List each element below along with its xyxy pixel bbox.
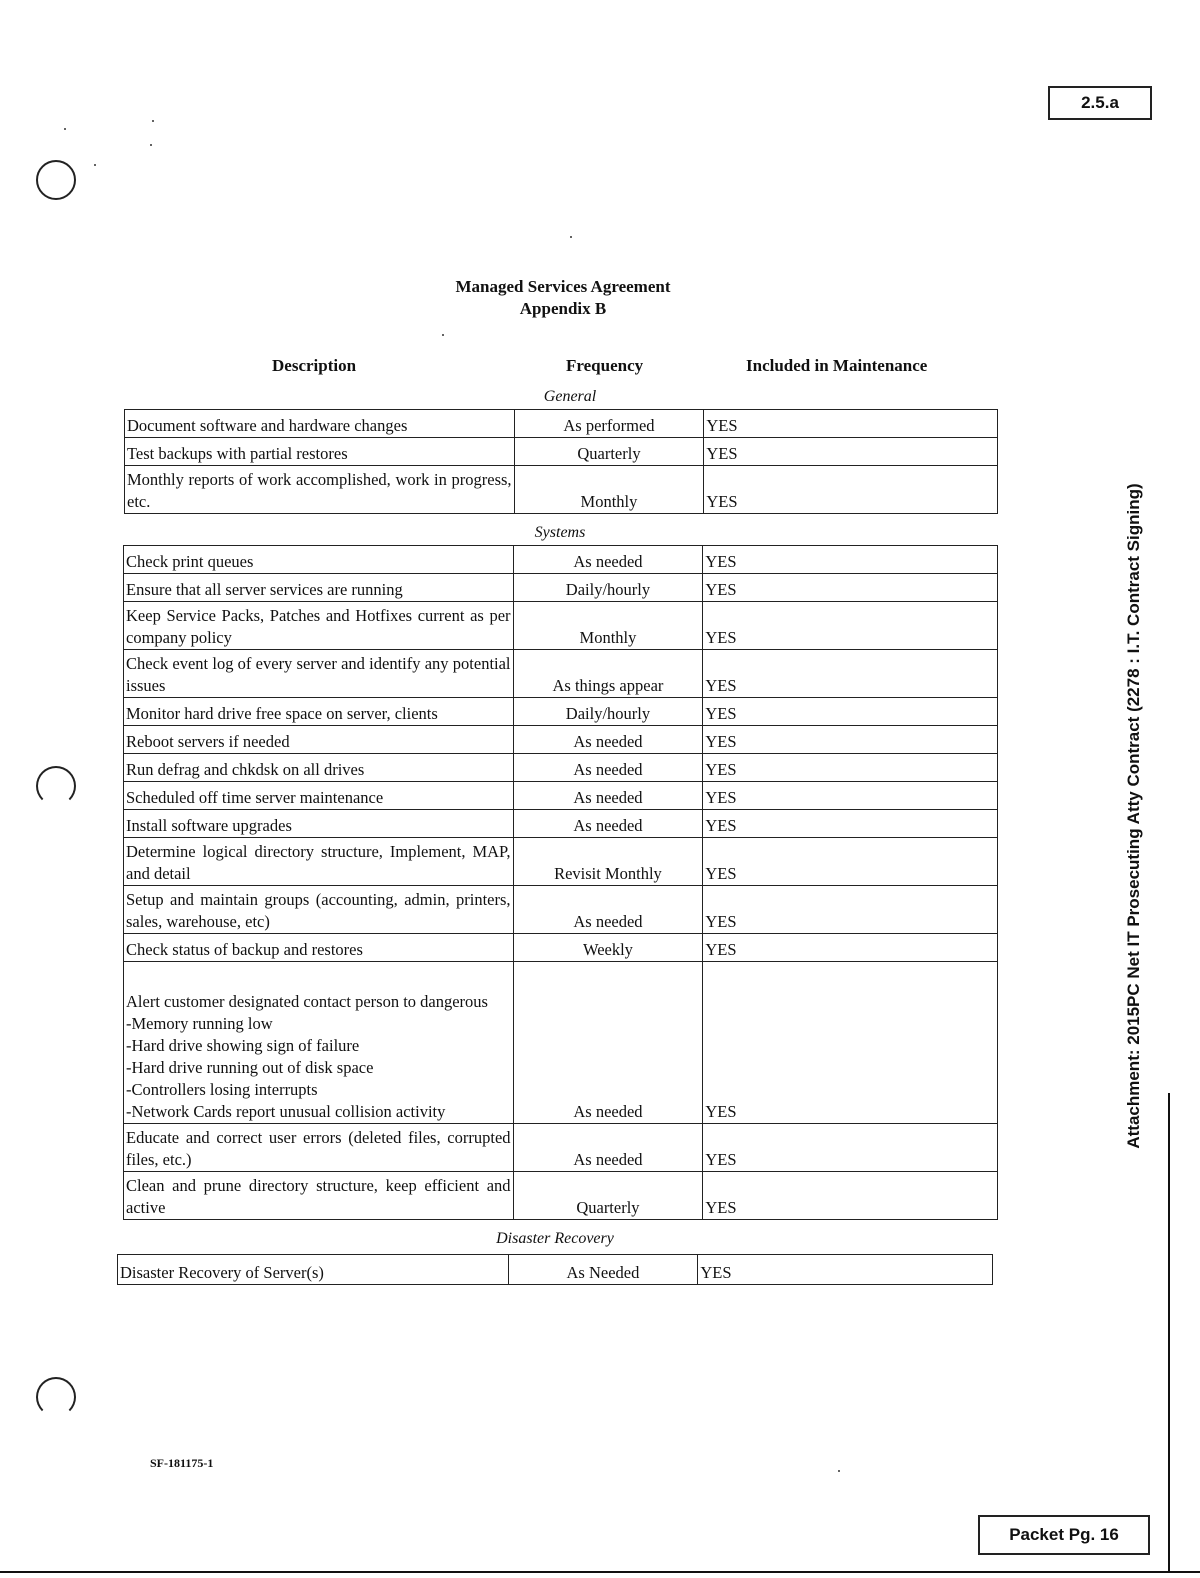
- row-description: Reboot servers if needed: [124, 726, 514, 754]
- row-frequency: Quarterly: [513, 1172, 703, 1220]
- row-description: Monthly reports of work accomplished, work in progress, etc.: [125, 466, 515, 514]
- table-row: [124, 1172, 998, 1220]
- row-frequency: As needed: [513, 546, 703, 574]
- table-row: [124, 754, 998, 782]
- row-frequency: Quarterly: [514, 438, 704, 466]
- table-row: [124, 546, 998, 574]
- row-included: YES: [703, 1172, 998, 1220]
- row-included: YES: [703, 602, 998, 650]
- row-description: Ensure that all server services are running: [124, 574, 514, 602]
- row-included: YES: [703, 934, 998, 962]
- punch-hole-icon: [36, 766, 76, 806]
- row-frequency: Daily/hourly: [513, 698, 703, 726]
- row-description: Check event log of every server and identify any potential issues: [124, 650, 514, 698]
- row-description: Alert customer designated contact person to dangerous -Memory running low -Hard drive showing sign of failure -Hard drive running out of disk space -Controllers losing interrupts -Network Cards report unusual collision activity: [124, 962, 514, 1124]
- row-frequency: Revisit Monthly: [513, 838, 703, 886]
- row-included: YES: [703, 838, 998, 886]
- row-description: Educate and correct user errors (deleted files, corrupted files, etc.): [124, 1124, 514, 1172]
- row-frequency: As things appear: [513, 650, 703, 698]
- row-included: YES: [704, 410, 998, 438]
- column-header-included: Included in Maintenance: [746, 356, 928, 375]
- row-description: Document software and hardware changes: [125, 410, 515, 438]
- row-included: YES: [704, 466, 998, 514]
- disaster-recovery-table: [117, 1254, 993, 1285]
- row-description: Monitor hard drive free space on server, clients: [124, 698, 514, 726]
- row-frequency: As needed: [513, 726, 703, 754]
- section-label-systems: Systems: [534, 524, 586, 541]
- row-frequency: Daily/hourly: [513, 574, 703, 602]
- row-frequency: Weekly: [513, 934, 703, 962]
- row-frequency: As needed: [513, 782, 703, 810]
- row-description: Keep Service Packs, Patches and Hotfixes current as per company policy: [124, 602, 514, 650]
- scan-speck: [150, 144, 152, 146]
- row-included: YES: [703, 726, 998, 754]
- table-row: [124, 962, 998, 1124]
- row-description: Check status of backup and restores: [124, 934, 514, 962]
- row-frequency: As Needed: [508, 1255, 698, 1285]
- row-description: Setup and maintain groups (accounting, admin, printers, sales, warehouse, etc): [124, 886, 514, 934]
- packet-page-number: Packet Pg. 16: [978, 1515, 1150, 1555]
- punch-hole-icon: [36, 1377, 76, 1417]
- row-description: Run defrag and chkdsk on all drives: [124, 754, 514, 782]
- document-tag: 2.5.a: [1048, 86, 1152, 120]
- row-description: Scheduled off time server maintenance: [124, 782, 514, 810]
- scan-speck: [64, 128, 66, 130]
- row-description: Test backups with partial restores: [125, 438, 515, 466]
- row-included: YES: [704, 438, 998, 466]
- column-header-description: Description: [272, 356, 357, 375]
- scan-speck: [838, 1470, 840, 1472]
- document-subtitle: Appendix B: [519, 299, 607, 318]
- row-included: YES: [703, 782, 998, 810]
- table-row: [125, 438, 998, 466]
- table-row: [124, 838, 998, 886]
- row-frequency: As needed: [513, 1124, 703, 1172]
- table-row: [124, 602, 998, 650]
- table-row: [124, 726, 998, 754]
- row-included: YES: [703, 698, 998, 726]
- row-included: YES: [703, 1124, 998, 1172]
- row-description: Check print queues: [124, 546, 514, 574]
- section-label-general: General: [543, 388, 597, 405]
- row-description: Disaster Recovery of Server(s): [118, 1255, 509, 1285]
- section-label-disaster-recovery: Disaster Recovery: [496, 1230, 614, 1247]
- table-row: [124, 1124, 998, 1172]
- scan-speck: [152, 120, 154, 122]
- table-row: [124, 698, 998, 726]
- attachment-label: Attachment: 2015PC Net IT Prosecuting Atty Contract (2278 : I.T. Contract Signing): [1124, 483, 1143, 1149]
- page-border-right: [1168, 1093, 1170, 1573]
- row-included: YES: [703, 546, 998, 574]
- table-row: [125, 466, 998, 514]
- row-included: YES: [703, 886, 998, 934]
- table-row: [124, 650, 998, 698]
- scan-speck: [94, 164, 96, 166]
- page-border-bottom: [0, 1571, 1200, 1573]
- row-frequency: As needed: [513, 962, 703, 1124]
- row-included: YES: [703, 810, 998, 838]
- row-included: YES: [703, 574, 998, 602]
- document-title: Managed Services Agreement: [455, 277, 671, 296]
- row-description: Clean and prune directory structure, keep efficient and active: [124, 1172, 514, 1220]
- table-row: [124, 934, 998, 962]
- row-included: YES: [703, 650, 998, 698]
- row-description: Install software upgrades: [124, 810, 514, 838]
- row-frequency: Monthly: [513, 602, 703, 650]
- table-row: [118, 1255, 993, 1285]
- general-table: [124, 409, 998, 514]
- scan-speck: [570, 236, 572, 238]
- row-frequency: As performed: [514, 410, 704, 438]
- table-row: [124, 810, 998, 838]
- systems-table: [123, 545, 998, 1220]
- column-header-frequency: Frequency: [566, 356, 644, 375]
- row-frequency: As needed: [513, 754, 703, 782]
- footer-document-code: SF-181175-1: [150, 1456, 214, 1470]
- row-frequency: Monthly: [514, 466, 704, 514]
- document-title-block: [360, 276, 766, 320]
- row-included: YES: [703, 754, 998, 782]
- table-row: [124, 574, 998, 602]
- row-frequency: As needed: [513, 886, 703, 934]
- row-included: YES: [703, 962, 998, 1124]
- row-frequency: As needed: [513, 810, 703, 838]
- table-row: [124, 782, 998, 810]
- row-description: Determine logical directory structure, Implement, MAP, and detail: [124, 838, 514, 886]
- row-included: YES: [698, 1255, 993, 1285]
- punch-hole-icon: [36, 160, 76, 200]
- table-row: [124, 886, 998, 934]
- scan-speck: [442, 334, 444, 336]
- table-row: [125, 410, 998, 438]
